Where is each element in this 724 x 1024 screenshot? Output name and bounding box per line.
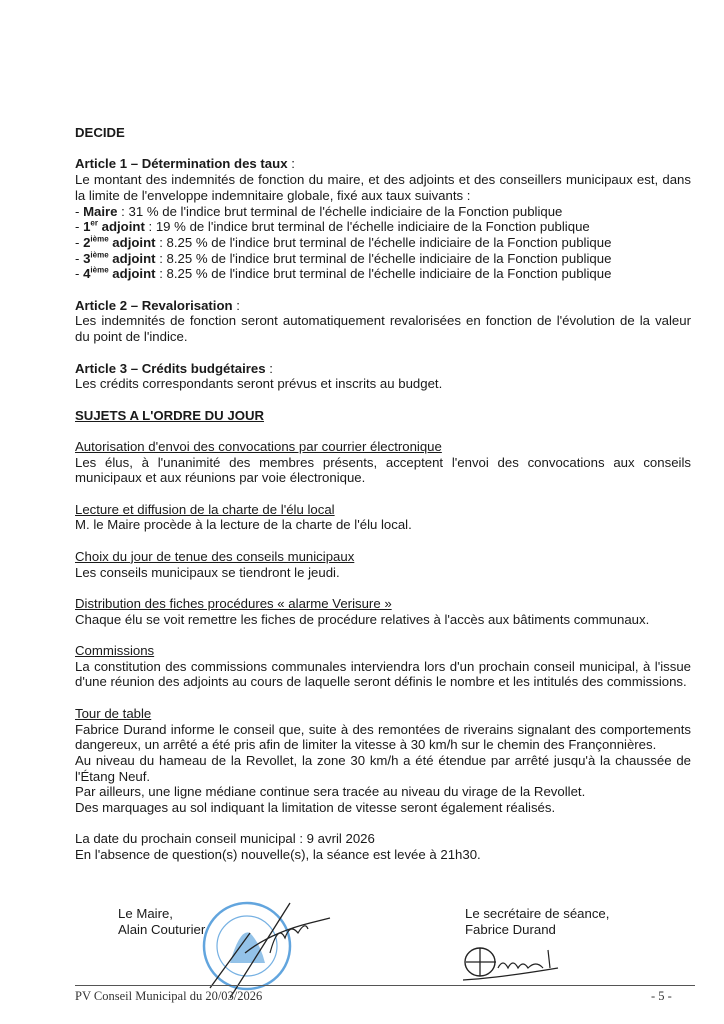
agenda-item [75, 502, 691, 533]
agenda-item-text: Des marquages au sol indiquant la limitation de vitesse seront également réalisés. [75, 800, 556, 816]
agenda-item-text: Au niveau du hameau de la Revollet, la zone 30 km/h a été étendue par arrêté jusqu'à la chaussée de l'Étang Neuf. [75, 752, 691, 784]
rate-label: Maire [83, 203, 118, 219]
rate-label: adjoint [108, 234, 156, 250]
ordinal-number: 4 [83, 266, 91, 282]
secretary-signature-block [465, 906, 609, 938]
rate-text: : 19 % de l'indice brut terminal de l'échelle indiciaire de la Fonction publique [144, 219, 590, 235]
agenda-item-title: Choix du jour de tenue des conseils municipaux [75, 548, 355, 564]
agenda-item [75, 706, 691, 816]
decide-heading: DECIDE [75, 125, 125, 140]
secretary-role: Le secrétaire de séance, [465, 906, 610, 921]
agenda-item-text: Les élus, à l'unanimité des membres présents, acceptent l'envoi des convocations aux conseils municipaux et aux réunions par voie électronique. [75, 454, 691, 486]
agenda-item-title: Autorisation d'envoi des convocations par courrier électronique [75, 438, 442, 454]
dash: - [75, 266, 84, 282]
colon: : [232, 297, 240, 313]
agenda-item-text: Chaque élu se voit remettre les fiches de procédure relatives à l'accès aux bâtiments communaux. [75, 611, 650, 627]
rate-label: adjoint [97, 219, 145, 235]
agenda-item [75, 549, 691, 580]
article-1 [75, 156, 691, 282]
mayor-role: Le Maire, [118, 906, 173, 921]
article-3-title: Article 3 – Crédits budgétaires [75, 360, 266, 376]
rate-text: : 8.25 % de l'indice brut terminal de l'échelle indiciaire de la Fonction publique [155, 234, 612, 250]
colon: : [287, 156, 295, 172]
rate-item [75, 235, 691, 251]
dash: - [75, 219, 84, 235]
rate-item [75, 204, 691, 220]
page-number: - 5 - [651, 989, 672, 1003]
ordinal-number: 1 [83, 219, 91, 235]
agenda-item-title: Tour de table [75, 705, 152, 721]
colon: : [265, 360, 273, 376]
rate-label: adjoint [108, 250, 156, 266]
ordinal-number: 2 [83, 234, 91, 250]
article-2-text: Les indemnités de fonction seront automatiquement revalorisées en fonction de l'évolution de la valeur du point de l'indice. [75, 313, 691, 345]
rates-list [75, 204, 691, 283]
rate-item [75, 251, 691, 267]
agenda-heading: SUJETS A L'ORDRE DU JOUR [75, 407, 265, 423]
rate-text: : 8.25 % de l'indice brut terminal de l'échelle indiciaire de la Fonction publique [155, 250, 612, 266]
agenda-item-title: Distribution des fiches procédures « alarme Verisure » [75, 595, 392, 611]
article-1-title: Article 1 – Détermination des taux [75, 156, 288, 172]
agenda-item-title: Lecture et diffusion de la charte de l'élu local [75, 501, 335, 517]
dash: - [75, 234, 84, 250]
article-2-title: Article 2 – Revalorisation [75, 297, 233, 313]
agenda-item-text: La constitution des commissions communales interviendra lors d'un prochain conseil municipal, à l'issue d'une réunion des adjoints au cours de laquelle seront définis le nombre et les intitulés des commissions. [75, 658, 691, 690]
ordinal-suffix: ième [90, 250, 109, 260]
ordinal-suffix: ième [90, 265, 109, 275]
mayor-name: Alain Couturier [118, 922, 206, 937]
secretary-signature [458, 940, 568, 985]
closing [75, 831, 691, 862]
agenda-list [75, 439, 691, 816]
rate-label: adjoint [108, 266, 156, 282]
rate-text: : 8.25 % de l'indice brut terminal de l'échelle indiciaire de la Fonction publique [155, 266, 612, 282]
agenda-item-text: Les conseils municipaux se tiendront le jeudi. [75, 564, 340, 580]
rate-item [75, 219, 691, 235]
article-1-intro: Le montant des indemnités de fonction du maire, et des adjoints et des conseillers municipaux est, dans la limite de l'enveloppe indemnitaire globale, fixé aux taux suivants : [75, 172, 691, 203]
secretary-name: Fabrice Durand [465, 922, 556, 937]
closing-line: En l'absence de question(s) nouvelle(s), la séance est levée à 21h30. [75, 847, 481, 863]
article-3-text: Les crédits correspondants seront prévus et inscrits au budget. [75, 376, 443, 392]
dash: - [75, 250, 84, 266]
document-body [75, 125, 691, 879]
article-3 [75, 361, 691, 392]
footer-title: PV Conseil Municipal du 20/03/2026 [75, 989, 263, 1003]
article-2 [75, 298, 691, 345]
agenda-item-text: M. le Maire procède à la lecture de la charte de l'élu local. [75, 517, 412, 533]
agenda-item-text: Par ailleurs, une ligne médiane continue sera tracée au niveau du virage de la Revollet. [75, 784, 586, 800]
agenda-item [75, 643, 691, 690]
ordinal-number: 3 [83, 250, 91, 266]
rate-text: : 31 % de l'indice brut terminal de l'échelle indiciaire de la Fonction publique [117, 203, 563, 219]
footer-divider [75, 985, 695, 986]
agenda-item-title: Commissions [75, 643, 155, 659]
agenda-item-text: Fabrice Durand informe le conseil que, suite à des remontées de riverains signalant des comportements dangereux, un arrêté a été pris afin de limiter la vitesse à 30 km/h sur le chemin des Françonnières. [75, 721, 691, 753]
ordinal-suffix: ième [90, 234, 109, 244]
agenda-item [75, 596, 691, 627]
ordinal-suffix: er [90, 218, 98, 228]
agenda-item [75, 439, 691, 486]
dash: - [75, 203, 84, 219]
rate-item [75, 266, 691, 282]
closing-line: La date du prochain conseil municipal : 9 avril 2026 [75, 831, 375, 847]
